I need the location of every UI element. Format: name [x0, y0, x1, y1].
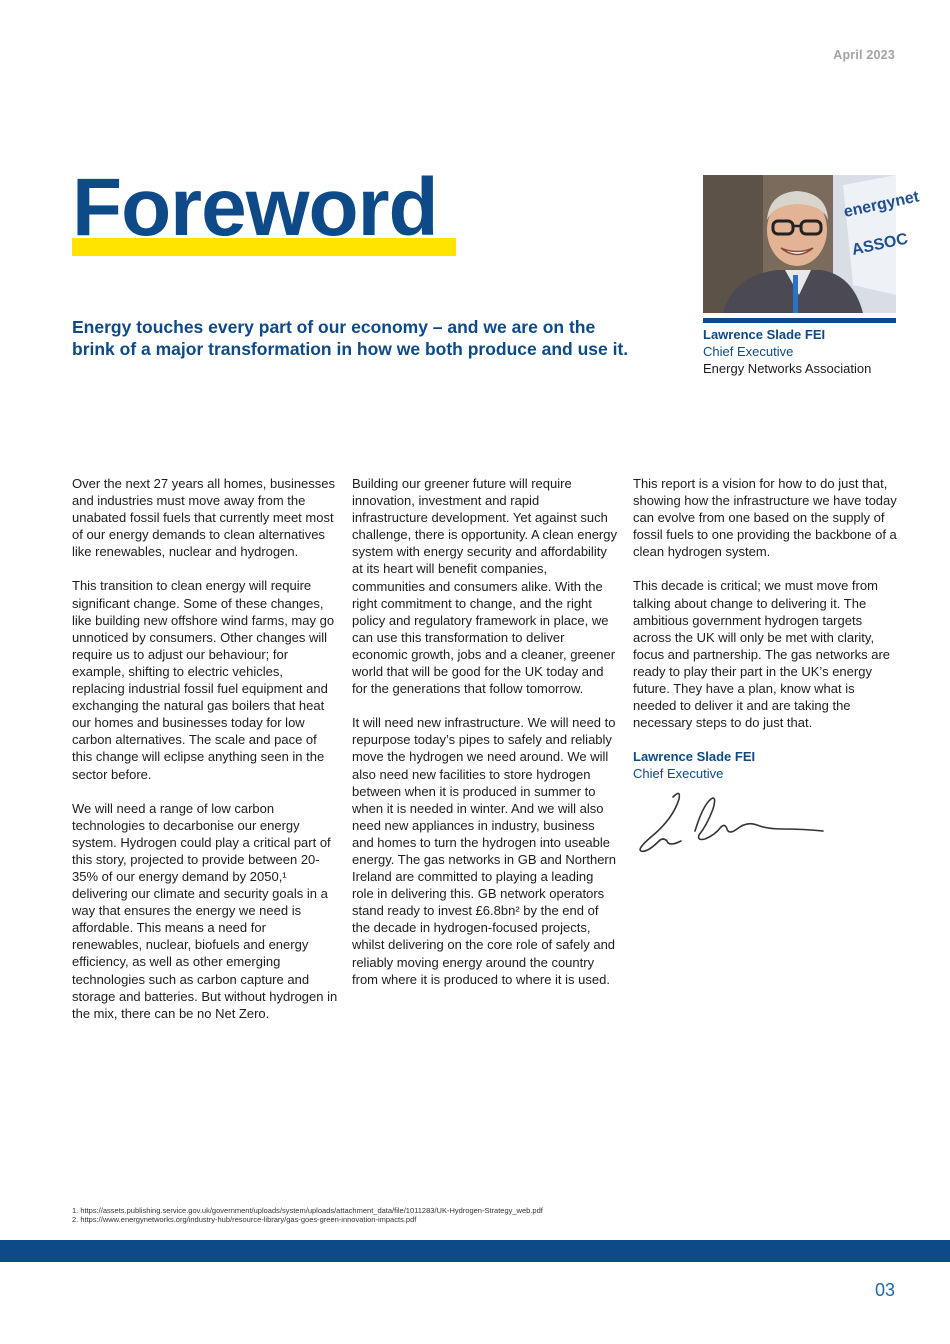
signoff-role: Chief Executive [633, 766, 724, 782]
author-caption [703, 326, 903, 377]
paragraph: Building our greener future will require innovation, investment and rapid infrastructure development. Yet against such challenge, there is opportunity. A clean energy system with energy security and affordability at its heart will benefit companies, communities and consumers alike. With the right commitment to change, and the right policy and regulatory framework in place, we can use this transformation to deliver economic growth, jobs and a cleaner, greener world that will be good for the UK today and for the generations that follow tomorrow. [352, 476, 617, 697]
author-name: Lawrence Slade FEI [703, 327, 826, 342]
svg-text:energynet: energynet [842, 188, 921, 221]
paragraph: This report is a vision for how to do just that, showing how the infrastructure we have today can evolve from one based on the supply of fossil fuels to one providing the backbone of a clean hydrogen system. [633, 476, 897, 560]
author-organization: Energy Networks Association [703, 361, 872, 376]
footnote: 1. https://assets.publishing.service.gov.uk/government/uploads/system/uploads/attachment_data/file/1011283/UK-Hydrogen-Strategy_web.pdf [72, 1206, 543, 1215]
paragraph: We will need a range of low carbon technologies to decarbonise our energy system. Hydrogen could play a critical part of this story, projected to provide between 20-35% of our energy demand by 2050,¹ delivering our climate and security goals in a way that ensures the energy we need is affordable. This means a need for renewables, nuclear, biofuels and energy efficiency, as well as other emerging technologies such as carbon capture and storage and batteries. But without hydrogen in the mix, there can be no Net Zero. [72, 800, 338, 1021]
paragraph: This decade is critical; we must move from talking about change to delivering it. The ambitious government hydrogen targets across the UK will only be met with clarity, focus and partnership. The gas networks are ready to play their part in the UK’s energy future. They have a plan, know what is needed to deliver it and are taking the necessary steps to do just that. [633, 578, 891, 731]
page-title: Foreword [72, 162, 438, 253]
author-role: Chief Executive [703, 344, 794, 359]
paragraph: Over the next 27 years all homes, businesses and industries must move away from the unabated fossil fuels that currently meet most of our energy demands to clean alternatives like renewables, nuclear and hydrogen. [72, 476, 336, 560]
portrait-icon [703, 175, 921, 313]
signature-icon [633, 785, 833, 865]
body-column-3 [633, 475, 899, 783]
page-number: 03 [874, 1280, 895, 1300]
paragraph: It will need new infrastructure. We will need to repurpose today’s pipes to safely and reliably move the hydrogen we need around. We will also need new facilities to store hydrogen between when it is produced in summer to when it is needed in winter. And we will also need new appliances in industry, business and homes to turn the hydrogen into useable energy. The gas networks in GB and Northern Ireland are committed to playing a leading role in delivering this. GB network operators stand ready to invest £6.8bn² by the end of the decade in hydrogen-focused projects, whilst delivering on the core role of safely and reliably moving energy around the country from where it is produced to where it is used. [352, 715, 616, 987]
body-column-1 [72, 475, 338, 1039]
publication-date: April 2023 [833, 48, 895, 62]
footer-band [0, 1240, 950, 1262]
photo-divider [703, 318, 896, 323]
intro-statement: Energy touches every part of our economy – and we are on the brink of a major transformation in how we both produce and use it. [72, 317, 629, 359]
portrait-photo [703, 175, 921, 313]
footnote: 2. https://www.energynetworks.org/industry-hub/resource-library/gas-goes-green-innovation-impacts.pdf [72, 1215, 417, 1224]
body-column-2 [352, 475, 618, 1005]
footnotes [72, 1206, 543, 1224]
signoff-name: Lawrence Slade FEI [633, 749, 756, 765]
paragraph: This transition to clean energy will require significant change. Some of these changes, like building new offshore wind farms, may go unnoticed by consumers. Other changes will require us to adjust our behaviour; for example, shifting to electric vehicles, replacing industrial fossil fuel equipment and exchanging the natural gas boilers that heat our homes and businesses today for low carbon alternatives. The scale and pace of this change will eclipse anything seen in the sector before. [72, 578, 335, 782]
svg-text:ASSOC: ASSOC [850, 230, 910, 259]
